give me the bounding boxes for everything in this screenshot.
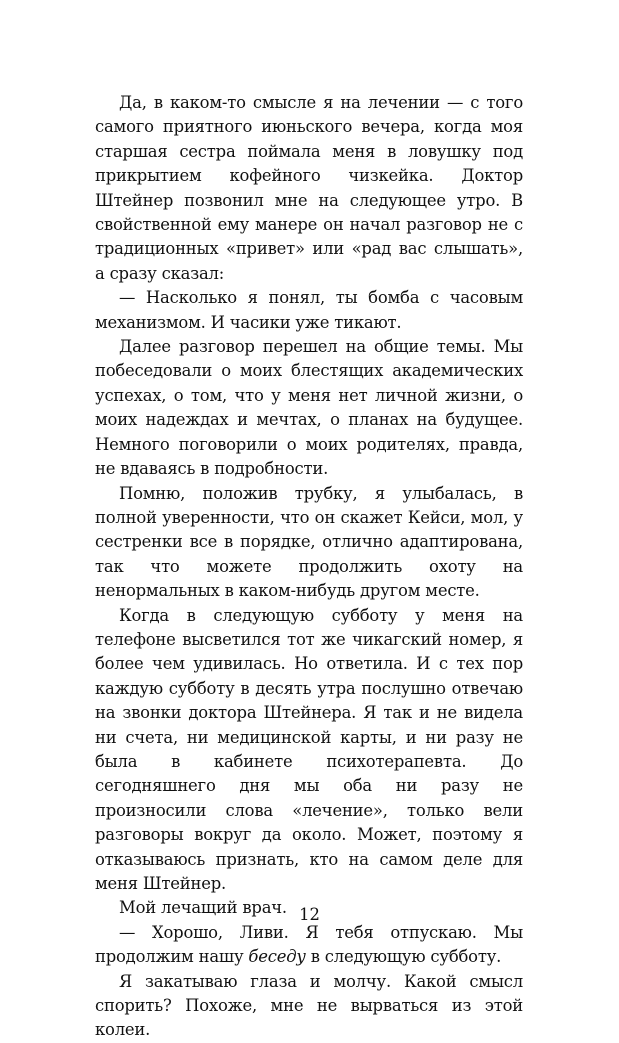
paragraph-4: Помню, положив трубку, я улыбалась, в полной уверенности, что он скажет Кейси, мол, у сестренки все в порядке, отлично адаптирована, так что можете продолжить охоту на ненормальных в каком-нибудь другом месте. xyxy=(95,483,523,601)
paragraph-7-after: в следующую субботу. xyxy=(305,947,502,967)
paragraph-7-before: — Хорошо, Ливи. Я тебя отпускаю. Мы продолжим нашу xyxy=(95,922,523,967)
paragraph-8: Я закатываю глаза и молчу. Какой смысл спорить? Похоже, мне не вырваться из этой колеи. xyxy=(95,971,523,1040)
paragraph-6: Мой лечащий врач. xyxy=(119,898,287,918)
paragraph-2: — Насколько я понял, ты бомба с часовым механизмом. И часики уже тикают. xyxy=(95,288,523,332)
paragraph-7 xyxy=(95,921,523,970)
page-number: 12 xyxy=(299,905,320,924)
body-text xyxy=(95,91,523,1043)
paragraph-7-italic: беседу xyxy=(248,947,306,967)
paragraph-3: Далее разговор перешел на общие темы. Мы побеседовали о моих блестящих академических успехах, о том, что у меня нет личной жизни, о моих надеждах и мечтах, о планах на будущее. Немного поговорили о моих родителях, правда, не вдаваясь в подробности. xyxy=(95,337,523,479)
paragraph-5: Когда в следующую субботу у меня на телефоне высветился тот же чикагский номер, я более чем удивилась. Но ответила. И с тех пор каждую субботу в десять утра послушно отвечаю на звонки доктора Штейнера. Я так и не видела ни счета, ни медицинской карты, и ни разу не была в кабинете психотерапевта. До сегодняшнего дня мы оба ни разу не произносили слова «лечение», только вели разговоры вокруг да около. Может, поэтому я отказываюсь признать, кто на самом деле для меня Штейнер. xyxy=(95,605,523,893)
paragraph-1: Да, в каком-то смысле я на лечении — с того самого приятного июньского вечера, когда моя старшая сестра поймала меня в ловушку под прикрытием кофейного чизкейка. Доктор Штейнер позвонил мне на следующее утро. В свойственной ему манере он начал разговор не с традиционных «привет» или «рад вас слышать», а сразу сказал: xyxy=(95,93,523,283)
